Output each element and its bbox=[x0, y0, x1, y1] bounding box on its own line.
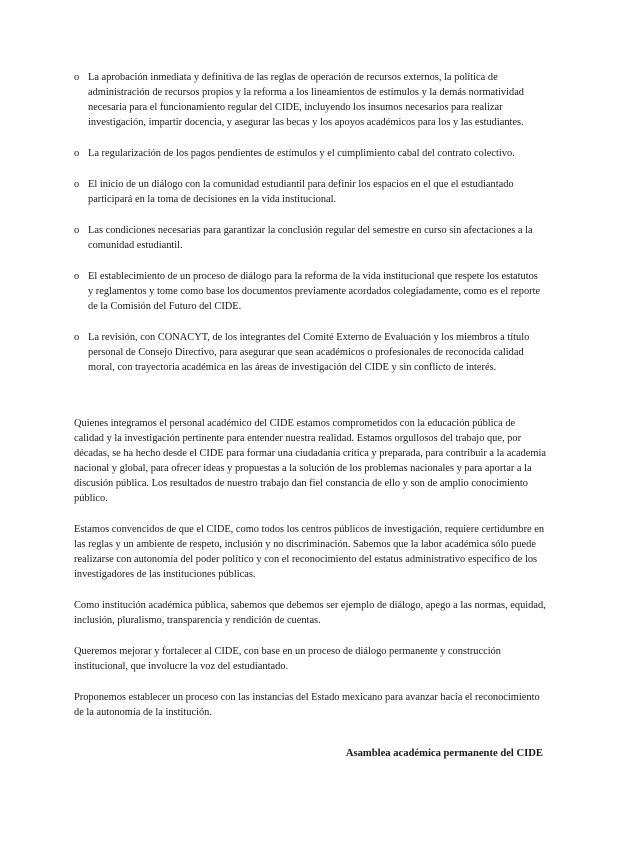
list-item bbox=[74, 330, 544, 375]
list-item-text: La revisión, con CONACYT, de los integrantes del Comité Externo de Evaluación y los miembros a título personal de Consejo Directivo, para asegurar que sean académicos o profesionales de reconocida calidad moral, con trayectoria académica en las áreas de investigación del CIDE y sin conflicto de interés. bbox=[88, 332, 530, 373]
list-item-text: La aprobación inmediata y definitiva de las reglas de operación de recursos externos, la política de administración de recursos propios y la reforma a los lineamientos de estímulos y la demás normatividad necesaria para el funcionamiento regular del CIDE, incluyendo los insumos necesarios para realizar investigación, impartir docencia, y asegurar las becas y los apoyos académicos para los y las estudiantes. bbox=[88, 72, 525, 128]
paragraph-improve: Queremos mejorar y fortalecer al CIDE, con base en un proceso de diálogo permanente y construcción institucional, que involucre la voz del estudiantado. bbox=[74, 646, 502, 672]
paragraph-example: Como institución académica pública, sabemos que debemos ser ejemplo de diálogo, apego a las normas, equidad, inclusión, pluralismo, transparencia y rendición de cuentas. bbox=[74, 600, 546, 626]
paragraph-commitment: Quienes integramos el personal académico del CIDE estamos comprometidos con la educación pública de calidad y la investigación pertinente para entender nuestra realidad. Estamos orgullosos del trabajo que, por décadas, se ha hecho desde el CIDE para formar una ciudadanía crítica y preparada, para contribuir a la academia nacional y global, para ofrecer ideas y propuestas a la solución de los problemas nacionales y para aportar a la discusión pública. Los resultados de nuestro trabajo dan fiel constancia de ello y son de amplio conocimiento público. bbox=[74, 418, 546, 504]
paragraph-block bbox=[74, 416, 546, 720]
bullet-marker: o bbox=[74, 179, 80, 190]
list-item bbox=[74, 223, 544, 253]
bullet-marker: o bbox=[74, 72, 80, 83]
bullet-marker: o bbox=[74, 225, 80, 236]
list-item bbox=[74, 70, 544, 130]
signature: Asamblea académica permanente del CIDE bbox=[345, 748, 543, 759]
list-item-text: El inicio de un diálogo con la comunidad estudiantil para definir los espacios en el que el estudiantado participará en la toma de decisiones en la vida institucional. bbox=[88, 179, 514, 205]
list-item bbox=[74, 177, 544, 207]
list-item bbox=[74, 269, 544, 314]
list-item-text: El establecimiento de un proceso de diálogo para la reforma de la vida institucional que respete los estatutos y reglamentos y tome como base los documentos previamente acordados colegiadamente, como es el reporte de la Comisión del Futuro del CIDE. bbox=[88, 271, 541, 312]
list-item-text: Las condiciones necesarias para garantizar la conclusión regular del semestre en curso sin afectaciones a la comunidad estudiantil. bbox=[88, 225, 533, 251]
paragraph-conviction: Estamos convencidos de que el CIDE, como todos los centros públicos de investigación, requiere certidumbre en las reglas y un ambiente de respeto, inclusión y no discriminación. Sabemos que la labor académica sólo puede realizarse con autonomía del poder político y con el reconocimiento del estatus administrativo específico de los investigadores de las instituciones públicas. bbox=[74, 524, 545, 580]
list-item-text: La regularización de los pagos pendientes de estímulos y el cumplimiento cabal del contrato colectivo. bbox=[88, 148, 515, 159]
paragraph-proposal: Proponemos establecer un proceso con las instancias del Estado mexicano para avanzar hacia el reconocimiento de la autonomía de la institución. bbox=[74, 692, 540, 718]
bullet-marker: o bbox=[74, 148, 80, 159]
list-item bbox=[74, 146, 544, 161]
bullet-marker: o bbox=[74, 271, 80, 282]
demands-list bbox=[74, 70, 544, 391]
bullet-marker: o bbox=[74, 332, 80, 343]
